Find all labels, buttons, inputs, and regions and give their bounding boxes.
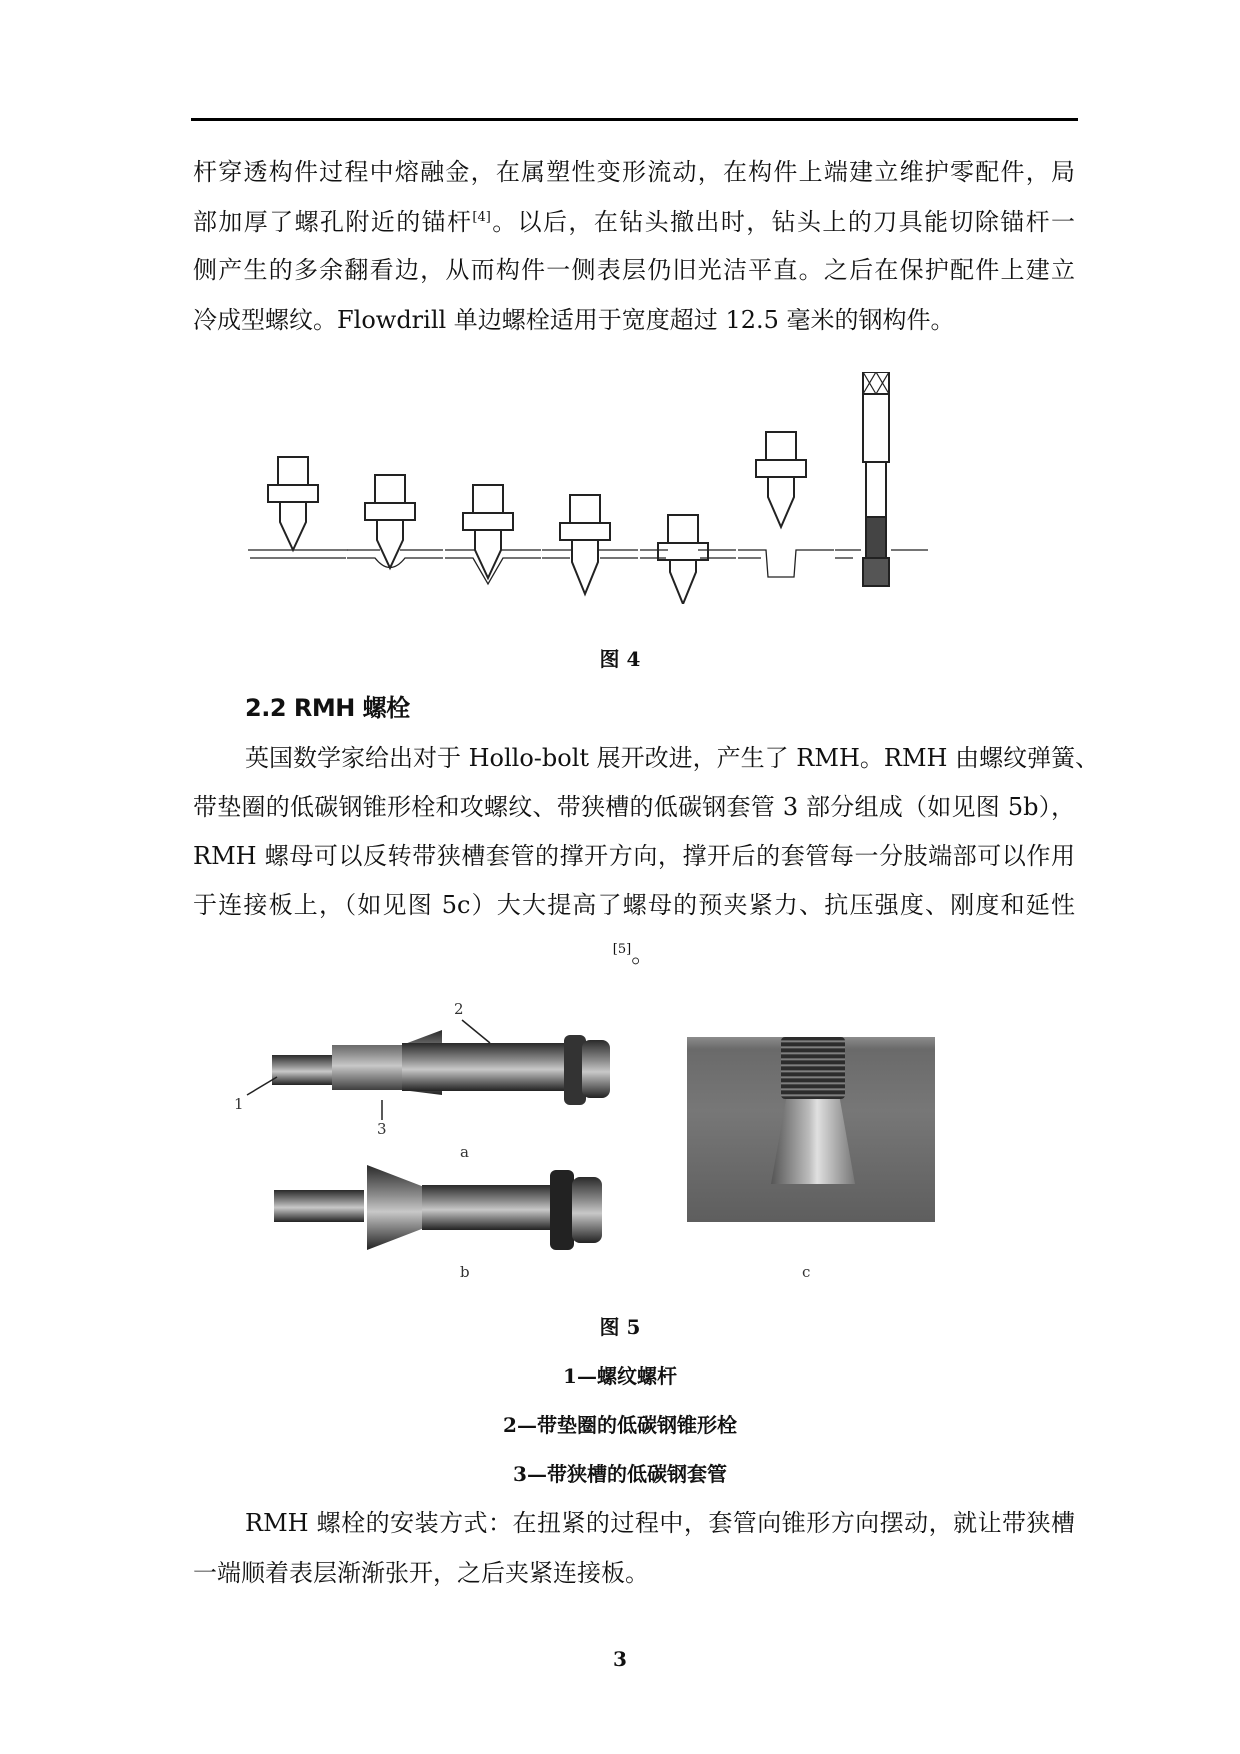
text-line: 杆穿透构件过程中熔融金，在属塑性变形流动，在构件上端建立维护零配件，局	[193, 158, 1075, 186]
text-span: 。	[631, 940, 656, 968]
callout-2: 2	[454, 1000, 464, 1018]
header-rule	[191, 118, 1078, 121]
figure-5-legend-1: 1—螺纹螺杆	[563, 1364, 677, 1388]
section-heading: 2.2 RMH 螺栓	[245, 694, 410, 722]
bolt-a	[247, 1020, 610, 1120]
figure-5ab-drawing	[232, 995, 672, 1285]
text-line: 英国数学家给出对于 Hollo-bolt 展开改进，产生了 RMH。RMH 由螺纹弹簧、	[245, 744, 1100, 772]
drill-stage-1	[248, 457, 348, 558]
sublabel-a: a	[460, 1143, 469, 1161]
callout-1: 1	[234, 1095, 244, 1113]
text-line: 带垫圈的低碳钢锥形栓和攻螺纹、带狭槽的低碳钢套管 3 部分组成（如见图 5b），	[193, 793, 1075, 821]
figure-5-rmh-bolt	[232, 995, 992, 1285]
text-line	[193, 939, 1075, 969]
citation-ref[interactable]: [4]	[472, 210, 491, 225]
figure-5c-photo	[687, 1037, 935, 1222]
drill-stage-3	[445, 485, 541, 584]
text-line: RMH 螺母可以反转带狭槽套管的撑开方向，撑开后的套管每一分肢端部可以作用	[193, 842, 1075, 870]
citation-ref[interactable]: [5]	[612, 942, 632, 957]
figure-4-flowdrill-process	[248, 372, 928, 604]
text-span: 部加厚了螺孔附近的锚杆	[193, 208, 473, 236]
drill-stage-4	[542, 495, 638, 594]
figure-5-caption: 图 5	[599, 1315, 641, 1339]
sublabel-b: b	[460, 1263, 470, 1281]
drill-stage-5	[640, 515, 736, 604]
figure-5-legend-2: 2—带垫圈的低碳钢锥形栓	[503, 1413, 737, 1437]
callout-3: 3	[377, 1120, 387, 1138]
drill-stage-2	[347, 475, 443, 568]
drill-stage-6	[738, 432, 834, 577]
text-line: RMH 螺栓的安装方式：在扭紧的过程中，套管向锥形方向摆动，就让带狭槽	[245, 1509, 1075, 1537]
text-line	[193, 207, 1075, 237]
figure-4-caption: 图 4	[599, 647, 641, 671]
drill-stage-7	[835, 372, 928, 586]
text-line: 于连接板上，（如见图 5c）大大提高了螺母的预夹紧力、抗压强度、刚度和延性	[193, 891, 1075, 919]
bolt-b	[274, 1165, 602, 1250]
text-line: 一端顺着表层渐渐张开，之后夹紧连接板。	[193, 1559, 649, 1587]
sublabel-c: c	[802, 1263, 811, 1281]
page-number: 3	[613, 1647, 627, 1671]
text-line: 侧产生的多余翻看边，从而构件一侧表层仍旧光洁平直。之后在保护配件上建立	[193, 256, 1075, 284]
text-line: 冷成型螺纹。Flowdrill 单边螺栓适用于宽度超过 12.5 毫米的钢构件。	[193, 306, 955, 334]
figure-5-legend-3: 3—带狭槽的低碳钢套管	[513, 1462, 727, 1486]
text-span: 。以后，在钻头撤出时，钻头上的刀具能切除锚杆一	[490, 208, 1076, 236]
